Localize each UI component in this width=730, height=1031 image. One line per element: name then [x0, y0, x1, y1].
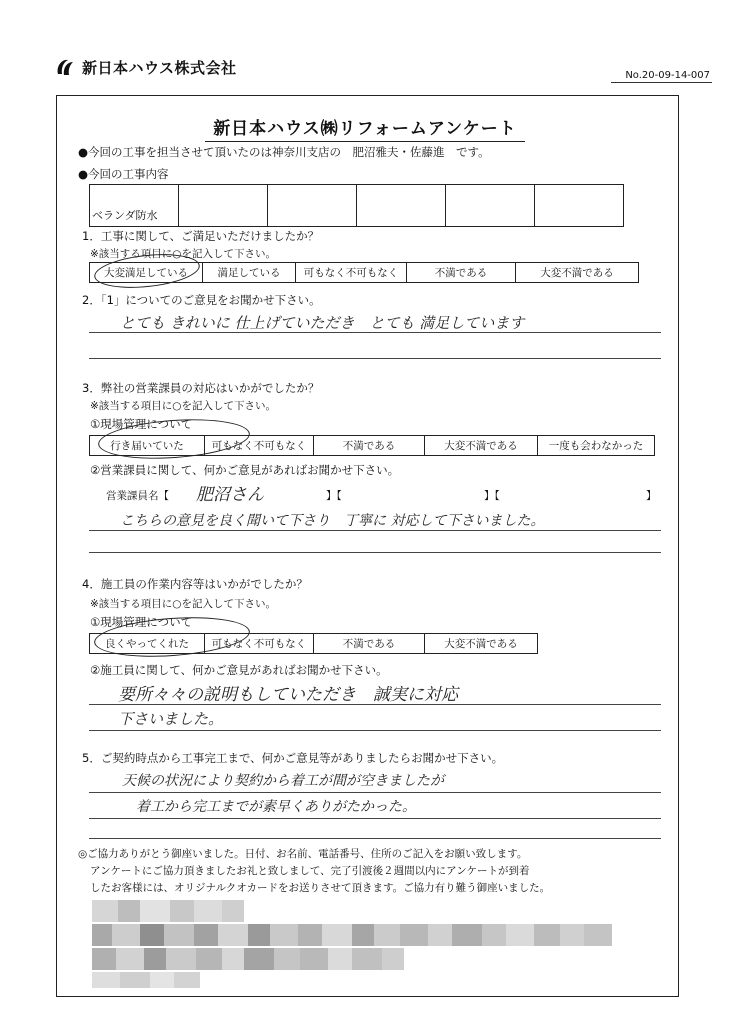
q4-question: 4．施工員の作業内容等はいかがでしたか？ — [82, 577, 308, 591]
q3-instruction: ※該当する項目に○を記入して下さい。 — [90, 400, 276, 412]
q5-answer-line1: 天候の状況により契約から着工が間が空きましたが — [122, 773, 444, 789]
answer-line — [89, 838, 661, 839]
work-item — [268, 185, 357, 227]
q4-sub1: ①現場管理について — [90, 615, 193, 629]
q3-question: 3．弊社の営業課員の対応はいかがでしたか？ — [82, 381, 320, 395]
work-item: ベランダ防水 — [90, 185, 179, 227]
q1-option[interactable]: 大変不満である — [516, 263, 639, 283]
answer-line — [89, 552, 661, 553]
company-name: 新日本ハウス株式会社 — [82, 58, 237, 77]
staff-bracket: 】【 — [484, 490, 500, 502]
q3-sub1: ①現場管理について — [90, 417, 193, 431]
q1-instruction: ※該当する項目に○を記入して下さい。 — [90, 248, 276, 260]
branch-line: ●今回の工事を担当させて頂いたのは神奈川支店の 肥沼雅夫・佐藤進 です。 — [78, 145, 490, 159]
q1-option[interactable]: 満足している — [203, 263, 296, 283]
q3-option[interactable]: 不満である — [314, 436, 425, 456]
staff-bracket: 】 — [646, 490, 657, 502]
q1-option[interactable]: 可もなく不可もなく — [296, 263, 407, 283]
q3-option[interactable]: 一度も会わなかった — [538, 436, 655, 456]
work-item — [357, 185, 446, 227]
q4-instruction: ※該当する項目に○を記入して下さい。 — [90, 598, 276, 610]
answer-line — [89, 358, 661, 359]
staff-name: 肥沼さん — [196, 485, 264, 505]
q4-option[interactable]: 不満である — [314, 634, 425, 654]
q1-question: 1．工事に関して、ご満足いただけましたか？ — [82, 229, 320, 243]
staff-label: 営業課員名【 — [106, 490, 169, 502]
work-content-table — [89, 184, 624, 227]
q2-question: 2．「1」についてのご意見をお聞かせ下さい。 — [82, 293, 321, 307]
closing-line3: したお客様には、オリジナルクオカードをお送りさせて頂きます。ご協力有り難う御座いました。 — [90, 882, 551, 894]
q3-option[interactable]: 可もなく不可もなく — [205, 436, 314, 456]
q4-option[interactable]: 可もなく不可もなく — [205, 634, 314, 654]
form-title: 新日本ハウス㈱リフォームアンケート — [205, 119, 525, 142]
work-item — [179, 185, 268, 227]
q1-option[interactable]: 不満である — [407, 263, 516, 283]
closing-line1: ◎ご協力ありがとう御座いました。日付、お名前、電話番号、住所のご記入をお願い致します。 — [78, 848, 528, 860]
work-label: ●今回の工事内容 — [78, 167, 169, 181]
closing-line2: アンケートにご協力頂きましたお礼と致しまして、完了引渡後２週間以内にアンケートが到着 — [90, 865, 530, 877]
q5-answer-line2: 着工から完工までが素早くありがたかった。 — [136, 799, 416, 815]
form-title-wrap — [0, 114, 730, 139]
q1-option[interactable]: 大変満足している — [90, 263, 203, 283]
q3-option[interactable]: 行き届いていた — [90, 436, 205, 456]
q4-option[interactable]: 良くやってくれた — [90, 634, 205, 654]
q2-answer: とても きれいに 仕上げていただき とても 満足しています — [120, 314, 525, 332]
answer-line — [89, 530, 661, 531]
answer-line — [89, 704, 661, 705]
company-logo-icon — [54, 56, 76, 78]
q5-question: 5．ご契約時点から工事完工まで、何かご意見等がありましたらお聞かせ下さい。 — [82, 751, 504, 765]
company-logo — [54, 56, 237, 78]
q4-answer-line1: 要所々々の説明もしていただき 誠実に対応 — [118, 685, 458, 705]
q4-option[interactable]: 大変不満である — [425, 634, 538, 654]
answer-line — [89, 332, 661, 333]
q4-sub2: ②施工員に関して、何かご意見があればお聞かせ下さい。 — [90, 663, 388, 677]
answer-line — [89, 792, 661, 793]
work-item — [446, 185, 535, 227]
staff-bracket: 】【 — [326, 490, 342, 502]
answer-line — [89, 818, 661, 819]
answer-line — [89, 730, 661, 731]
q3-answer: こちらの意見を良く聞いて下さり 丁寧に 対応して下さいました。 — [120, 513, 545, 529]
q3-option[interactable]: 大変不満である — [425, 436, 538, 456]
document-number: No.20-09-14-007 — [611, 70, 712, 83]
work-item — [535, 185, 624, 227]
q3-sub2: ②営業課員に関して、何かご意見があればお聞かせ下さい。 — [90, 463, 400, 477]
redacted-personal-info — [92, 900, 652, 990]
q4-answer-line2: 下さいました。 — [118, 710, 224, 728]
